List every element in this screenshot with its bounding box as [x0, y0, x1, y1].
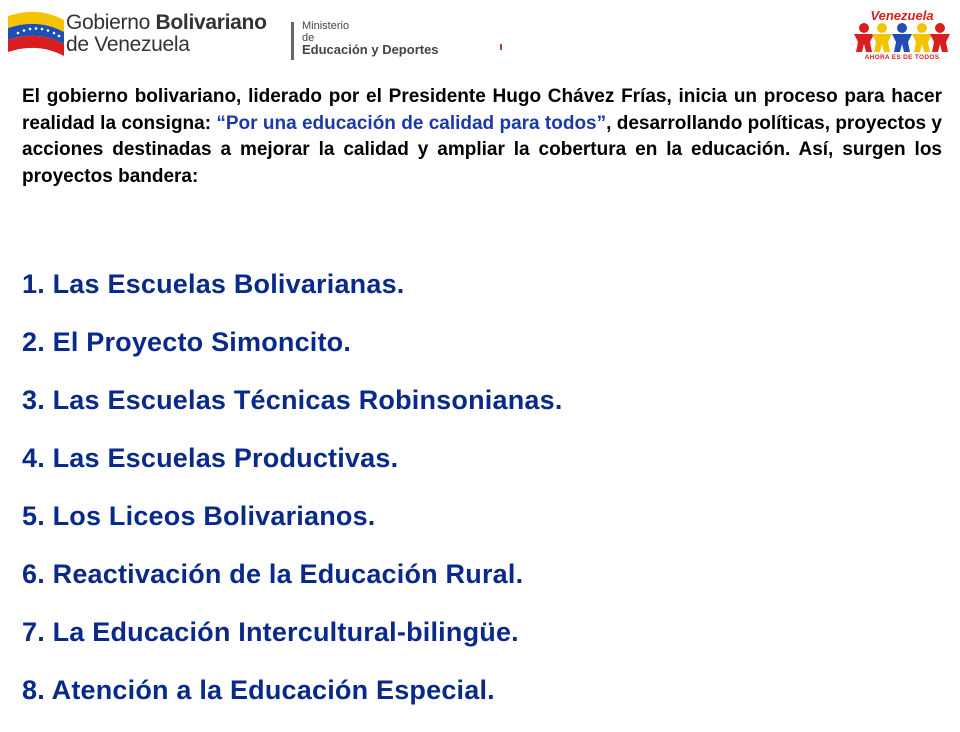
list-item: 3. Las Escuelas Técnicas Robinsonianas. [22, 385, 563, 415]
list-item: 1. Las Escuelas Bolivarianas. [22, 269, 405, 299]
intro-text-end: , desarrollando políticas, proyectos y acciones destinadas a mejorar la calidad y ampliar la cobertura en la educación. Así, surgen los proyectos bandera: [22, 112, 943, 187]
ministry-line3: Educación y Deportes [302, 42, 439, 57]
intro-paragraph [22, 84, 942, 190]
intro-text-start: El gobierno bolivariano, liderado por el Presidente Hugo Chávez Frías, inicia un proceso para hacer realidad la consigna: [22, 86, 942, 134]
decorative-mark [500, 44, 502, 50]
flagship-projects-list [22, 268, 942, 732]
list-item: 7. La Educación Intercultural-bilingüe. [22, 617, 519, 647]
government-name [66, 12, 267, 56]
government-name-part1: Gobierno [66, 11, 156, 34]
page-header [0, 0, 960, 75]
intro-slogan: “Por una educación de calidad para todos” [216, 112, 607, 134]
venezuela-campaign-logo [852, 8, 952, 66]
list-item: 6. Reactivación de la Educación Rural. [22, 559, 524, 589]
list-item: 8. Atención a la Educación Especial. [22, 675, 495, 705]
header-divider [291, 22, 294, 60]
people-figures-icon [852, 22, 952, 54]
list-item: 5. Los Liceos Bolivarianos. [22, 501, 376, 531]
campaign-logo-subtitle: AHORA ES DE TODOS [864, 54, 940, 61]
list-item: 4. Las Escuelas Productivas. [22, 443, 399, 473]
government-name-line2: de Venezuela [66, 33, 190, 56]
venezuela-flag-logo-icon [4, 6, 68, 64]
ministry-name [302, 20, 439, 56]
list-item: 2. El Proyecto Simoncito. [22, 327, 352, 357]
ministry-line2: de [302, 32, 315, 44]
ministry-line1: Ministerio [302, 20, 350, 32]
government-name-part2: Bolivariano [155, 11, 267, 34]
campaign-logo-title: Venezuela [870, 8, 934, 23]
